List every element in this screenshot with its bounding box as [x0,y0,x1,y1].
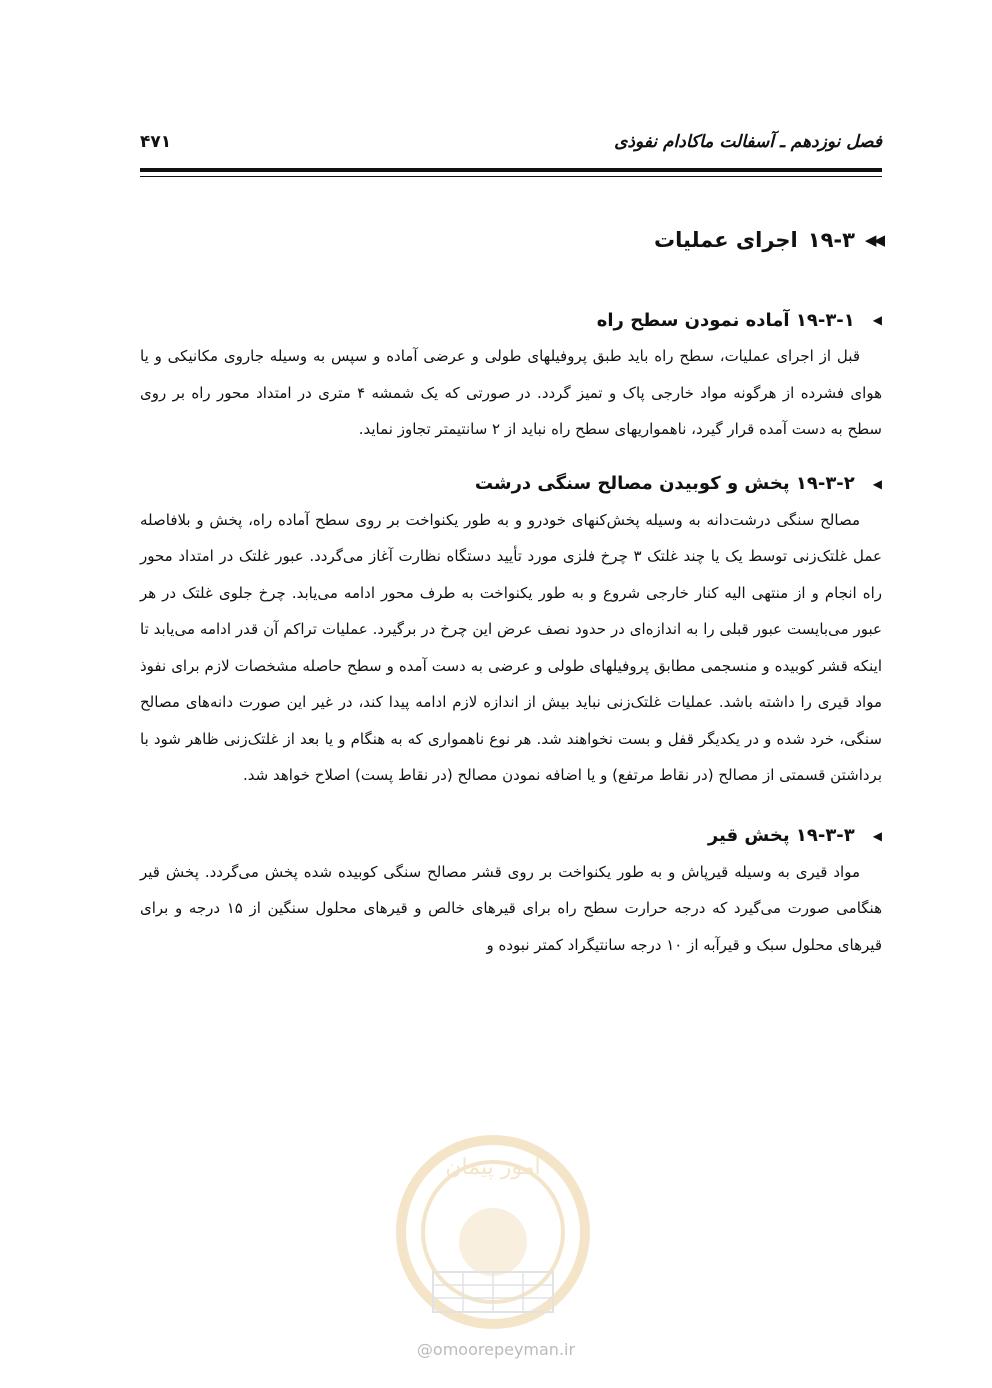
subsection-title: پخش قیر [707,825,790,846]
subsection-title: پخش و کوبیدن مصالح سنگی درشت [474,473,790,494]
subsection-heading [140,818,882,854]
section-title: اجرای عملیات [654,228,798,252]
subsection-title: آماده نمودن سطح راه [596,309,790,331]
subsection-heading [140,302,882,338]
paragraph: قبل از اجرای عملیات، سطح راه باید طبق پروفیلهای طولی و عرضی آماده و سپس به وسیله جاروی مکانیکی و یا هوای فشرده از هرگونه مواد خارجی پاک و تمیز گردد. در صورتی که یک شمشه ۴ متری در امتداد محور راه بر روی سطح به دست آمده قرار گیرد، ناهمواریهای سطح راه نباید از ۲ سانتیمتر تجاوز نماید. [140,347,882,438]
header-rule-thick [140,168,882,172]
header-rule-thin [140,176,882,177]
arrow-icon: ◀ [872,313,882,327]
arrow-icon: ◀ [872,476,882,491]
watermark-logo [378,1122,608,1332]
arrow-icon: ◀ [872,828,882,843]
subsection-number: ۱۹-۳-۲ [795,473,855,494]
page-content [140,210,882,963]
watermark-site: @omoorepeyman.ir [416,1340,576,1359]
subsection-number: ۱۹-۳-۳ [795,825,855,846]
page-header [140,128,882,158]
running-head: فصل نوزدهم ـ آسفالت ماکادام نفوذی [614,132,882,152]
double-arrow-icon: ◀◀ [864,231,882,249]
paragraph: مواد قیری به وسیله قیرپاش و به طور یکنواخت بر روی قشر مصالح سنگی کوبیده شده پخش می‌گردد. پخش قیر هنگامی صورت می‌گیرد که درجه حرارت سطح راه برای قیرهای خالص و قیرهای محلول سنگین از ۱۵ درجه و برای قیرهای محلول سبک و قیرآبه از ۱۰ درجه سانتیگراد کمتر نبوده و [140,862,882,954]
paragraph: مصالح سنگی درشت‌دانه به وسیله پخش‌کنهای خودرو و به طور یکنواخت بر روی سطح آماده راه، پخش و بلافاصله عمل غلتک‌زنی توسط یک یا چند غلتک ۳ چرخ فلزی مورد تأیید دستگاه نظارت آغاز می‌گردد. عبور غلتک در امتداد محور راه انجام و از منتهی الیه کنار خارجی شروع و به طور یکنواخت به طرف محور ادامه می‌یابد. چرخ جلوی غلتک در هر عبور می‌بایست عبور قبلی را به اندازه‌ای در حدود نصف عرض این چرخ در برگیرد. عملیات تراکم آن قدر ادامه می‌یابد تا اینکه قشر کوبیده و منسجمی مطابق پروفیلهای طولی و عرضی به دست آمده و سطح حاصله مشخصات لازم برای نفوذ مواد قیری را داشته باشد. عملیات غلتک‌زنی نباید بیش از اندازه لازم ادامه پیدا کند، در غیر این صورت دانه‌های مصالح سنگی، خرد شده و در یکدیگر قفل و بست نخواهند شد. هر نوع ناهمواری که به هنگام و یا بعد از غلتک‌زنی ظاهر شود با برداشتن قسمتی از مصالح (در نقاط مرتفع) و یا اضافه نمودن مصالح (در نقاط پست) اصلاح خواهد شد. [140,510,882,784]
watermark-logo-text: امور پیمان [445,1155,541,1180]
page-number: ۴۷۱ [140,132,172,152]
subsection-heading [140,466,882,502]
subsection-number: ۱۹-۳-۱ [795,309,855,331]
section-number: ۱۹-۳ [807,228,855,252]
section-heading [140,220,882,260]
